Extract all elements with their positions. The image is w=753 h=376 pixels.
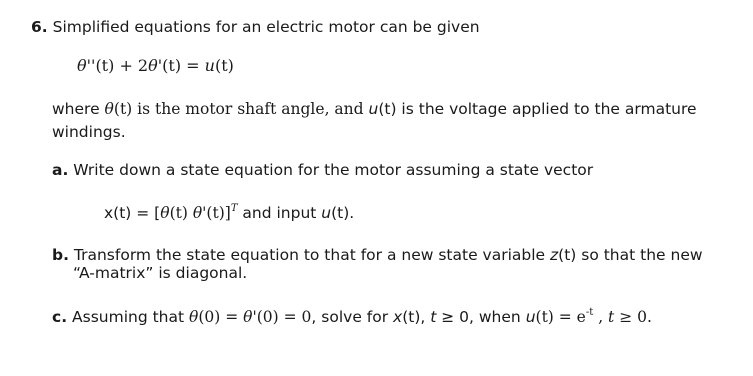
text-fragment: '(0) = 0 — [252, 308, 312, 326]
text-fragment: windings. — [52, 123, 126, 141]
part-a-text: Write down a state equation for the motor assuming a state vector — [73, 161, 594, 179]
equation-part: (t) — [214, 56, 234, 75]
problem-statement: Simplified equations for an electric motor can be given — [52, 18, 480, 36]
where-line-2 — [52, 122, 126, 142]
text-fragment: and input — [237, 204, 322, 222]
theta-symbol: θ — [104, 100, 114, 118]
part-c-label: c. — [52, 308, 68, 326]
theta-symbol: θ — [192, 204, 203, 222]
theta-symbol: θ — [189, 308, 199, 326]
u-symbol: u — [525, 308, 536, 326]
text-fragment: (t) = e — [535, 308, 586, 326]
part-b-line-2 — [73, 263, 247, 283]
equation-part: ''(t) + 2 — [86, 56, 149, 75]
text-fragment: (t) is the motor shaft angle, and — [113, 100, 369, 118]
text-fragment: ≥ 0, when — [436, 308, 526, 326]
t-symbol: t — [430, 308, 437, 326]
t-symbol: t — [608, 308, 615, 326]
text-fragment: ≥ 0. — [614, 308, 652, 326]
z-symbol: z — [550, 246, 559, 264]
theta-symbol: θ — [243, 308, 253, 326]
theta-symbol: θ — [160, 204, 170, 222]
u-symbol: u — [321, 204, 332, 222]
text-fragment: Assuming that — [72, 308, 189, 326]
text-fragment: (t) so that the new — [558, 246, 703, 264]
exponent-superscript: -t — [585, 306, 594, 318]
text-fragment: Transform the state equation to that for a new state variable — [73, 246, 550, 264]
u-symbol: u — [368, 100, 379, 118]
transpose-superscript: T — [230, 202, 238, 214]
x-symbol: x — [393, 308, 403, 326]
where-line-1 — [52, 99, 697, 119]
text-fragment: (0) = — [198, 308, 244, 326]
text-fragment: (t), — [402, 308, 431, 326]
equation-part: '(t) = — [157, 56, 205, 75]
theta-symbol: θ — [148, 56, 158, 75]
text-fragment: where — [52, 100, 105, 118]
text-fragment: x(t) = [ — [104, 204, 161, 222]
part-a-line — [52, 160, 593, 180]
motor-equation — [77, 56, 234, 76]
text-fragment: , solve for — [311, 308, 394, 326]
text-fragment: '(t)] — [202, 204, 231, 222]
part-b-line-1 — [52, 245, 703, 265]
text-fragment: (t). — [331, 204, 355, 222]
problem-number: 6. — [31, 18, 48, 36]
text-fragment: “A-matrix” is diagonal. — [73, 264, 248, 282]
state-vector-equation — [104, 203, 354, 223]
text-fragment: (t) — [169, 204, 193, 222]
part-c-line — [52, 307, 652, 327]
problem-heading — [31, 17, 480, 37]
text-fragment: (t) is the voltage applied to the armature — [378, 100, 697, 118]
u-symbol: u — [204, 56, 215, 75]
part-b-label: b. — [52, 246, 69, 264]
text-fragment: , — [593, 308, 609, 326]
theta-symbol: θ — [77, 56, 87, 75]
part-a-label: a. — [52, 161, 69, 179]
